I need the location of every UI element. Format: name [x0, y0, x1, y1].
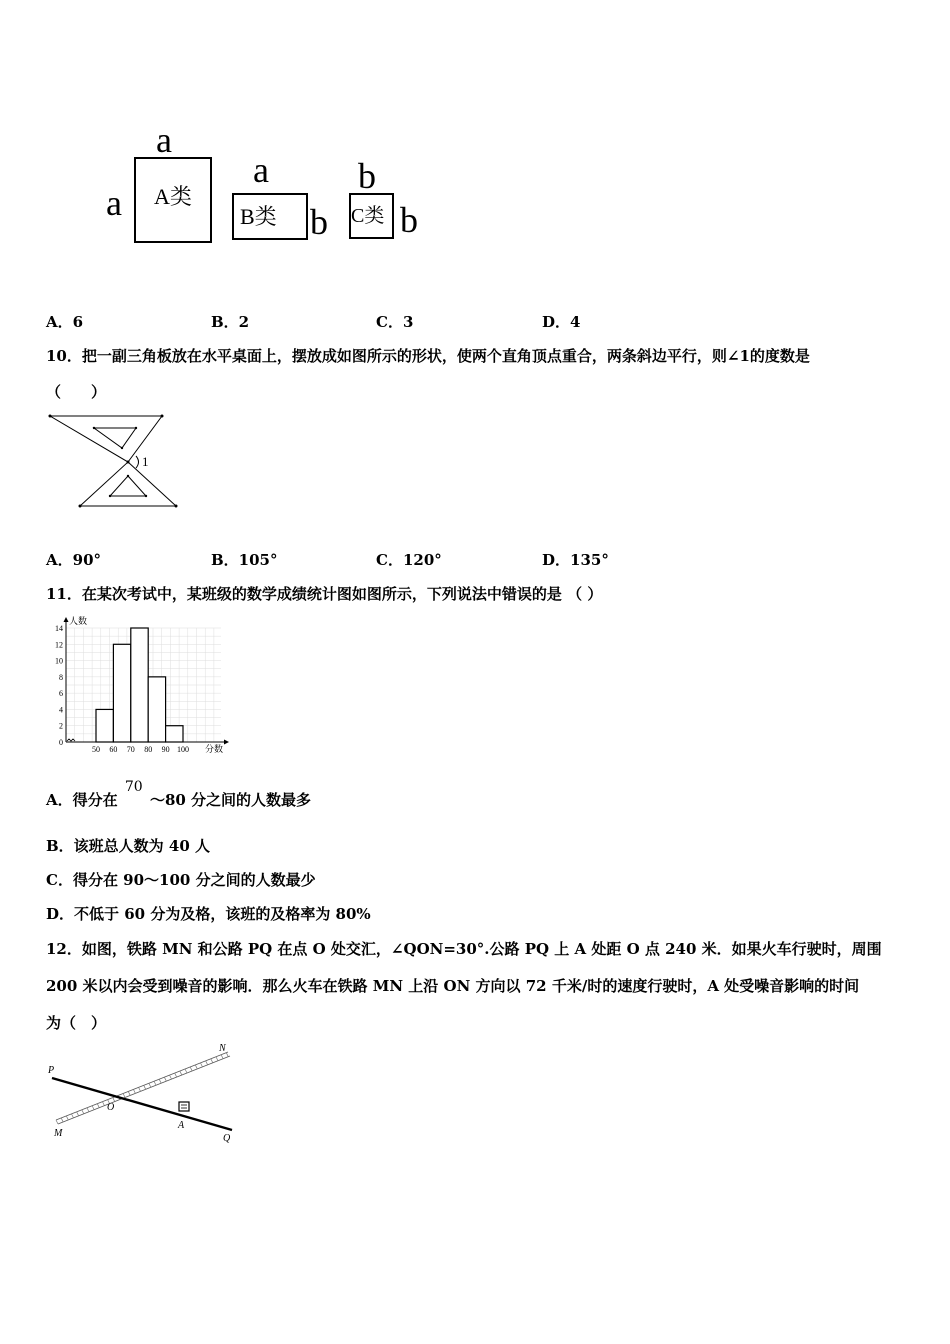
histogram-bar [96, 709, 113, 742]
y-tick-label: 2 [59, 721, 63, 731]
q10-stem-line1: 10．把一副三角板放在水平桌面上，摆放成如图所示的形状，使两个直角顶点重合，两条斜边平行，则∠1的度数是 [46, 347, 810, 365]
histogram-bar [113, 644, 130, 742]
q12-railway-figure [46, 1040, 246, 1146]
q10-option-b: B．105° [211, 551, 278, 569]
y-tick-label: 0 [59, 738, 63, 747]
y-tick-label: 12 [55, 640, 63, 650]
axis-break [67, 739, 75, 741]
railway-tie [216, 1057, 218, 1061]
label-n: N [219, 1043, 226, 1054]
x-tick-label: 90 [161, 745, 170, 754]
railway-tie [113, 1098, 115, 1102]
q11-option-a [46, 779, 312, 810]
y-axis-arrow [64, 617, 69, 622]
q9-option-b: B．2 [211, 313, 250, 331]
railway-tie [123, 1093, 125, 1097]
railway-tie [56, 1120, 58, 1124]
railway-tie [92, 1106, 94, 1110]
railway-tie [206, 1061, 208, 1065]
q9-option-d: D．4 [542, 313, 581, 331]
angle-1-label: 1 [142, 454, 149, 469]
x-tick-label: 50 [92, 745, 100, 754]
y-tick-label: 10 [55, 656, 63, 666]
railway-tie [211, 1059, 213, 1063]
histogram-bar [166, 726, 183, 742]
railway-tie [71, 1114, 73, 1118]
q11-histogram [46, 614, 236, 756]
q11-option-a-super: 70 [124, 779, 143, 795]
y-axis-label: 人数 [69, 616, 88, 626]
q11-option-a-suffix: ～80 分之间的人数最多 [149, 791, 312, 809]
railway-tie [77, 1112, 79, 1116]
x-tick-label: 70 [126, 745, 135, 754]
q11-option-c: C．得分在 90～100 分之间的人数最少 [46, 871, 316, 889]
railway-tie [175, 1073, 177, 1077]
x-axis-arrow [224, 740, 229, 745]
railway-tie [61, 1118, 63, 1122]
q10-stem-line2: （ ） [46, 383, 107, 401]
q11-option-d: D．不低于 60 分为及格，该班的及格率为 80% [46, 905, 371, 923]
railway-tie [82, 1110, 84, 1114]
railway-mn-edge-2 [58, 1056, 230, 1124]
railway-tie [226, 1053, 228, 1057]
histogram-bar [131, 628, 148, 742]
railway-tie [66, 1116, 68, 1120]
card-b-label: B类 [240, 204, 277, 229]
card-a-label: A类 [154, 184, 192, 209]
railway-tie [190, 1067, 192, 1071]
label-p: P [48, 1065, 55, 1076]
railway-tie [180, 1071, 182, 1075]
railway-tie [139, 1087, 141, 1091]
label-q: Q [223, 1133, 231, 1144]
railway-tie [128, 1091, 130, 1095]
railway-tie [97, 1104, 99, 1108]
lower-triangle [80, 462, 176, 506]
y-tick-label: 4 [59, 705, 63, 715]
q11-stem: 11．在某次考试中，某班级的数学成绩统计图如图所示，下列说法中错误的是 （ ） [46, 585, 603, 603]
railway-tie [87, 1108, 89, 1112]
railway-tie [154, 1081, 156, 1085]
q9-option-c: C．3 [376, 313, 414, 331]
b-top-label: a [253, 150, 269, 190]
q9-option-a: A．6 [46, 313, 84, 331]
a-top-label: a [156, 120, 172, 160]
q10-triangles-figure [46, 410, 186, 510]
q9-figure [100, 118, 440, 248]
y-tick-label: 8 [59, 672, 63, 682]
railway-tie [144, 1085, 146, 1089]
q12-stem-line2: 200 米以内会受到噪音的影响．那么火车在铁路 MN 上沿 ON 方向以 72 千米/时的速度行驶时，A 处受噪音影响的时间 [46, 977, 860, 995]
x-axis-label: 分数 [204, 744, 224, 754]
label-m: M [54, 1128, 63, 1139]
q10-option-a: A．90° [46, 551, 102, 569]
railway-tie [164, 1077, 166, 1081]
y-tick-label: 6 [59, 689, 63, 699]
x-tick-label: 100 [177, 745, 189, 754]
c-right-label: b [400, 200, 418, 240]
label-o: O [107, 1102, 115, 1113]
building-a [179, 1102, 189, 1111]
railway-tie [170, 1075, 172, 1079]
x-tick-label: 60 [109, 745, 118, 754]
railway-tie [221, 1055, 223, 1059]
q12-stem-line3: 为（ ） [46, 1014, 107, 1032]
label-a: A [178, 1120, 185, 1131]
y-tick-label: 14 [55, 624, 63, 633]
card-c-label: C类 [351, 205, 385, 227]
c-top-label: b [358, 156, 376, 196]
railway-tie [185, 1069, 187, 1073]
railway-tie [200, 1063, 202, 1067]
railway-tie [102, 1102, 104, 1106]
angle-1-arc [136, 456, 139, 468]
q10-option-d: D．135° [542, 551, 609, 569]
lower-inner-triangle [110, 476, 146, 496]
a-left-label: a [106, 183, 122, 223]
histogram-bar [148, 677, 165, 742]
railway-tie [195, 1065, 197, 1069]
x-tick-label: 80 [144, 745, 153, 754]
q11-option-b: B．该班总人数为 40 人 [46, 837, 210, 855]
q12-stem-line1: 12．如图，铁路 MN 和公路 PQ 在点 O 处交汇，∠QON=30°.公路 PQ 上 A 处距 O 点 240 米．如果火车行驶时，周围 [46, 940, 882, 958]
q10-option-c: C．120° [376, 551, 442, 569]
railway-tie [159, 1079, 161, 1083]
upper-inner-triangle [94, 428, 136, 448]
railway-tie [149, 1083, 151, 1087]
q11-option-a-prefix: A．得分在 [46, 791, 118, 809]
railway-tie [133, 1089, 135, 1093]
b-right-label: b [310, 202, 328, 242]
